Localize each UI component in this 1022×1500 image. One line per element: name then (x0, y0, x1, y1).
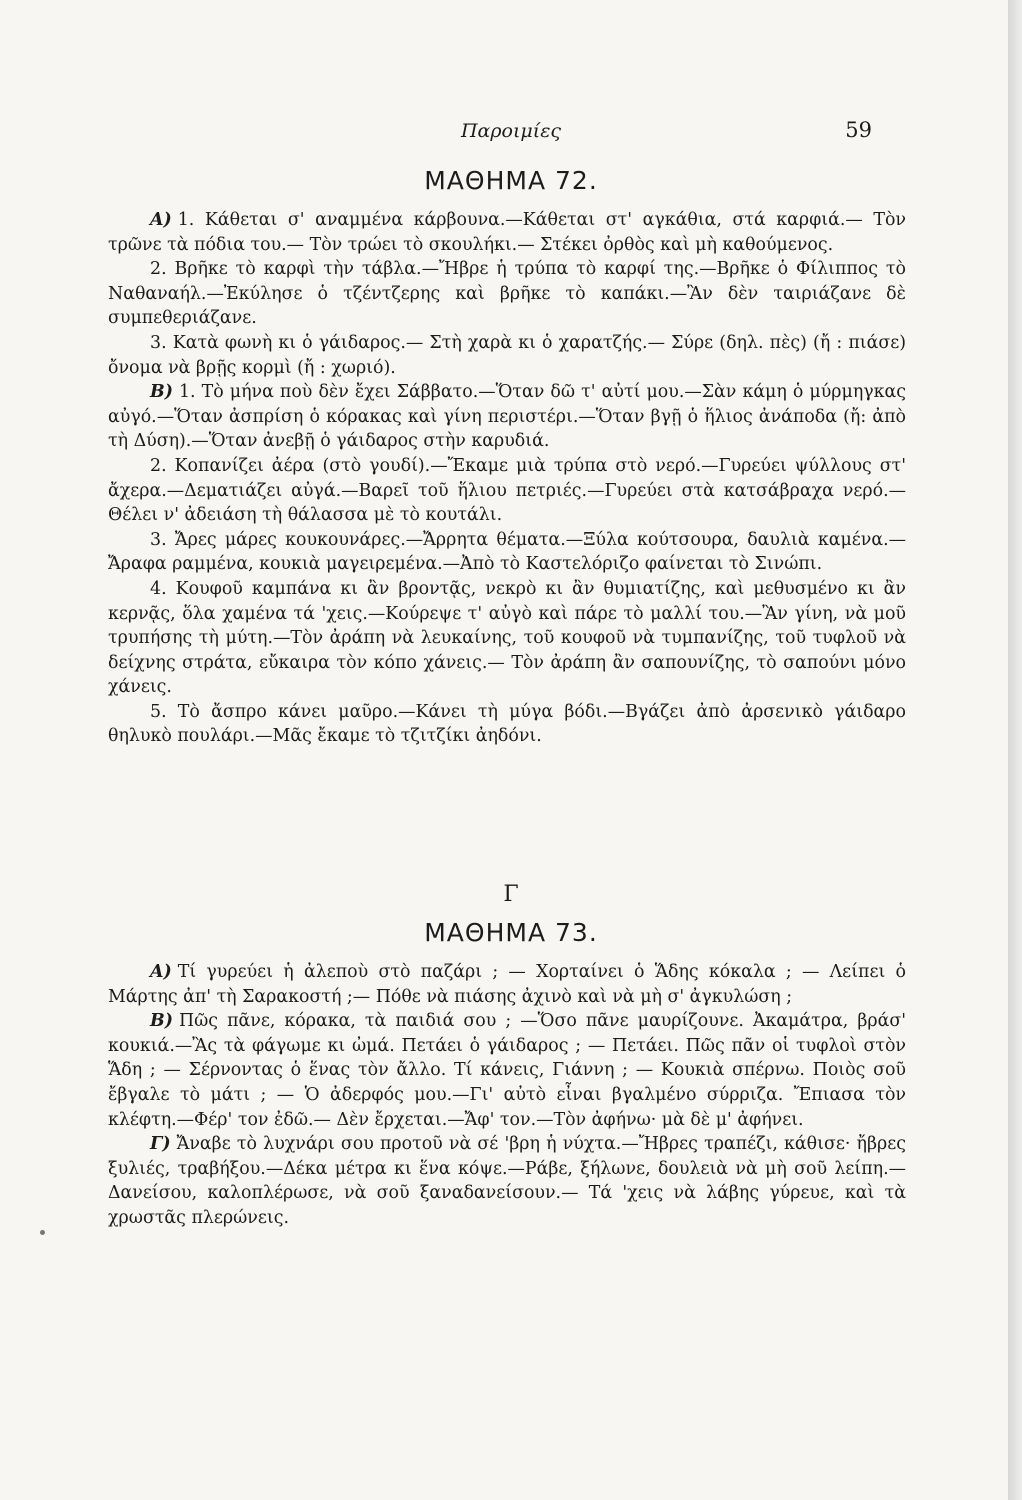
section-marker: Α) (150, 962, 172, 982)
lesson-73-body (108, 960, 906, 1231)
running-title: Παροιμίες (460, 120, 562, 142)
paragraph-text: 1. Τὸ μήνα ποὺ δὲν ἔχει Σάββατο.—Ὅταν δῶ τ' αὐτί μου.—Σὰν κάμη ὁ μύρμηγκας αὐγό.—Ὅταν ἀσπρίση ὁ κόρακας καὶ γίνη περιστέρι.—Ὅταν βγῇ ὁ ἥλιος ἀνάποδα (ἤ: ἀπὸ τὴ Δύση).—Ὅταν ἀνεβῇ ὁ γάιδαρος στὴν καρυδιά. (108, 382, 906, 452)
paragraph (108, 1009, 906, 1132)
section-marker: Β) (150, 382, 173, 403)
running-head (0, 118, 1022, 148)
paragraph (108, 1132, 906, 1230)
paragraph-text: Πῶς πᾶνε, κόρακα, τὰ παιδιά σου ; —Ὅσο πᾶνε μαυρίζουνε. Ἀκαμάτρα, βράσ' κουκιά.—Ἂς τὰ φάγωμε κι ὠμά. Πετάει ὁ γάιδαρος ; — Πετάει. Πῶς πᾶν οἱ τυφλοὶ στὸν Ἅδη ; — Σέρνοντας ὁ ἕνας τὸν ἄλλο. Τί κάνεις, Γιάννη ; — Κουκιὰ σπέρνω. Ποιὸς σοῦ ἔβγαλε τὸ μάτι ; — Ὁ ἀδερφός μου.—Γι' αὐτὸ εἶναι βγαλμένο σύρριζα. Ἔπιασα τὸν κλέφτη.—Φέρ' τον ἐδῶ.— Δὲν ἔρχεται.—Ἄφ' τον.—Τὸν ἀφήνω· μὰ δὲ μ' ἀφήνει. (108, 1011, 906, 1130)
paragraph-text: Τί γυρεύει ἡ ἀλεποὺ στὸ παζάρι ; — Χορταίνει ὁ Ἅδης κόκαλα ; — Λείπει ὁ Μάρτης ἀπ' τὴ Σαρακοστή ;— Πόθε νὰ πιάσης ἀχινὸ καὶ νὰ μὴ σ' ἀγκυλώση ; (108, 962, 906, 1007)
page-number: 59 (845, 118, 872, 142)
paragraph (108, 380, 906, 454)
page-edge-shadow (1008, 0, 1022, 1500)
paragraph (108, 960, 906, 1009)
paragraph: 4. Κουφοῦ καμπάνα κι ἂν βροντᾷς, νεκρὸ κι ἂν θυμιατίζης, καὶ μεθυσμένο κι ἂν κερνᾷς, ὅλα χαμένα τά 'χεις.—Κούρεψε τ' αὐγὸ καὶ πάρε τὸ μαλλί του.—Ἂν γίνη, νὰ μοῦ τρυπήσης τὴ μύτη.—Τὸν ἀράπη νὰ λευκαίνης, τοῦ κουφοῦ νὰ τυμπανίζης, τοῦ τυφλοῦ νὰ δείχνης στράτα, εὔκαιρα τὸν κόπο χάνεις.— Τὸν ἀράπη ἂν σαπουνίζης, τὸ σαπούνι μόνο χάνεις. (108, 578, 906, 698)
paragraph: 3. Κατὰ φωνὴ κι ὁ γάιδαρος.— Στὴ χαρὰ κι ὁ χαρατζής.— Σύρε (δηλ. πὲς) (ἤ : πιάσε) ὄνομα νὰ βρῇς κορμὶ (ἤ : χωριό). (108, 332, 906, 378)
section-marker: Β) (150, 1011, 173, 1032)
section-marker: Γ) (150, 1134, 171, 1155)
paragraph (108, 208, 906, 257)
section-marker: Α) (150, 210, 172, 230)
lesson-72-title: ΜΑΘΗΜΑ 72. (424, 166, 598, 195)
lesson-72-body (108, 208, 906, 749)
paragraph: 2. Βρῆκε τὸ καρφὶ τὴν τάβλα.—Ἤβρε ἡ τρύπα τὸ καρφί της.—Βρῆκε ὁ Φίλιππος τὸ Ναθαναήλ.—Ἐκύλησε ὁ τζέντζερης καὶ βρῆκε τὸ καπάκι.—Ἂν δὲν ταιριάζανε δὲ συμπεθεριάζανε. (108, 259, 906, 329)
paragraph-text: 1. Κάθεται σ' αναμμένα κάρβουνα.—Κάθεται στ' αγκάθια, στά καρφιά.— Τὸν τρῶνε τὰ πόδια του.— Τὸν τρώει τὸ σκουλήκι.— Στέκει ὀρθὸς καὶ μὴ καθούμενος. (108, 210, 906, 255)
section-letter: Γ (503, 882, 519, 907)
paragraph: 2. Κοπανίζει ἀέρα (στὸ γουδί).—Ἔκαμε μιὰ τρύπα στὸ νερό.—Γυρεύει ψύλλους στ' ἄχερα.—Δεματιάζει αὐγά.—Βαρεῖ τοῦ ἥλιου πετριές.—Γυρεύει στὰ κατσάβραχα νερό.—Θέλει ν' ἀδειάση τὴ θάλασσα μὲ τὸ κουτάλι. (108, 455, 906, 526)
margin-dot-mark (40, 1230, 45, 1235)
paragraph: 5. Τὸ ἄσπρο κάνει μαῦρο.—Κάνει τὴ μύγα βόδι.—Βγάζει ἀπὸ ἀρσενικὸ γάιδαρο θηλυκὸ πουλάρι.—Μᾶς ἔκαμε τὸ τζιτζίκι ἀηδόνι. (108, 701, 906, 747)
paragraph: 3. Ἄρες μάρες κουκουνάρες.—Ἄρρητα θέματα.—Ξύλα κούτσουρα, δαυλιὰ καμένα.—Ἄραφα ραμμένα, κουκιὰ μαγειρεμένα.—Ἀπὸ τὸ Καστελόριζο φαίνεται τὸ Σινώπι. (108, 529, 906, 575)
paragraph-text: Ἄναβε τὸ λυχνάρι σου προτοῦ νὰ σέ 'βρη ἡ νύχτα.—Ἤβρες τραπέζι, κάθισε· ἤβρες ξυλιές, τραβήξου.—Δέκα μέτρα κι ἕνα κόψε.—Ράβε, ξήλωνε, δουλειὰ νὰ μὴ σοῦ λείπη.—Δανείσου, καλοπλέρωσε, νὰ σοῦ ξαναδανείσουν.— Τά 'χεις νὰ λάβης γύρευε, καὶ τὰ χρωστᾶς πλερώνεις. (108, 1134, 906, 1228)
lesson-73-title: ΜΑΘΗΜΑ 73. (424, 918, 598, 947)
